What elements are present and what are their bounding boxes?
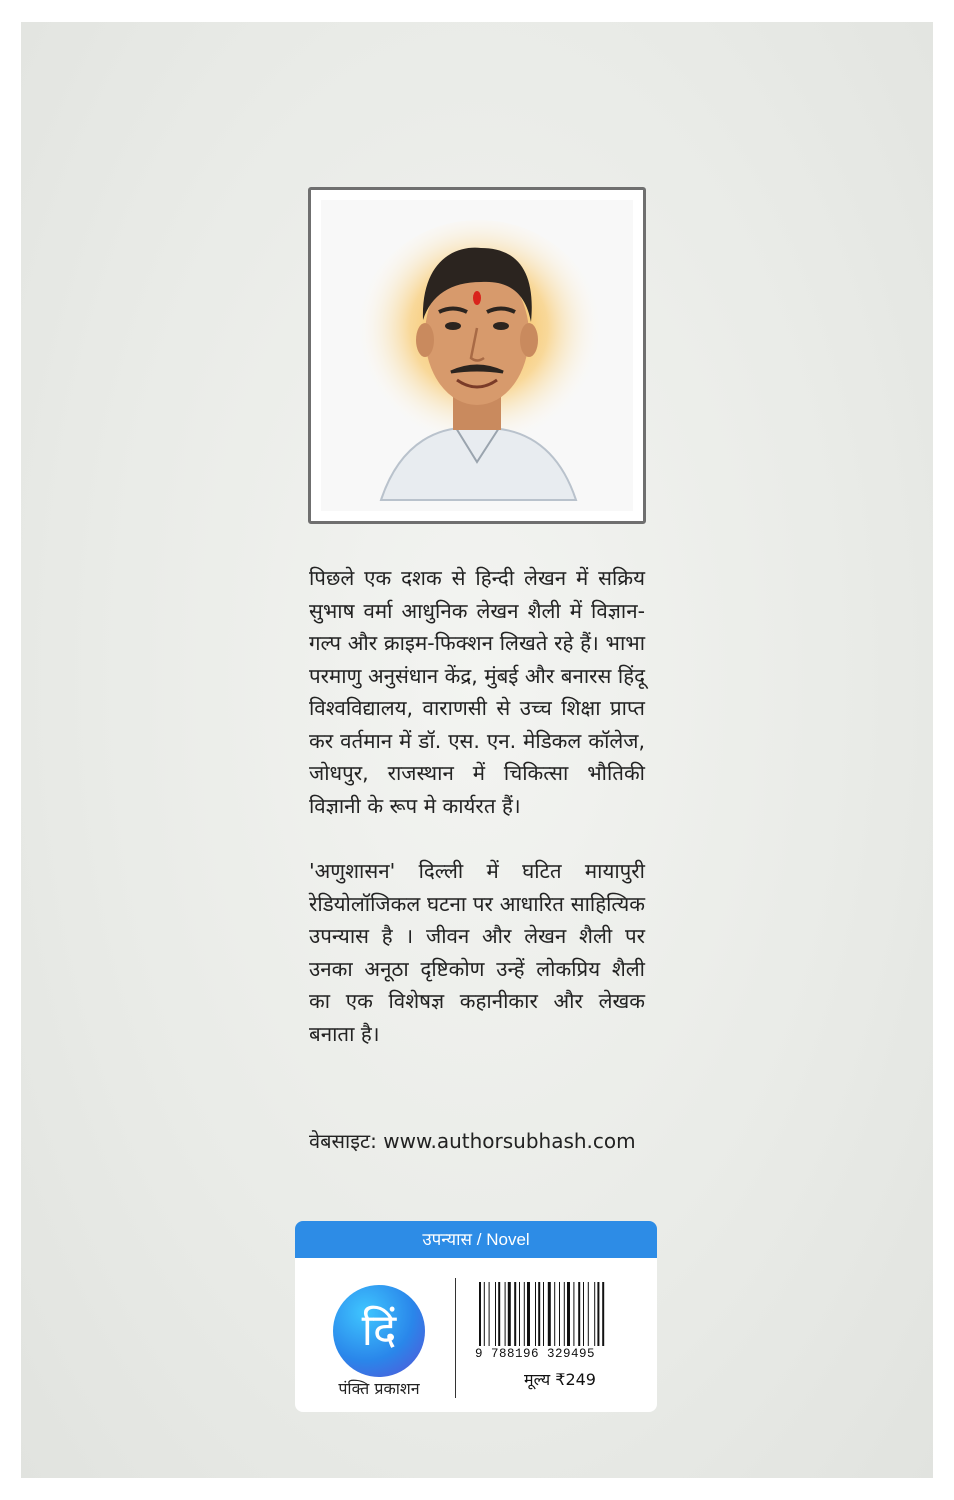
bio-paragraph: 'अणुशासन' दिल्ली में घटित मायापुरी रेडियोलॉजिकल घटना पर आधारित साहित्यिक उपन्यास है । जीवन और लेखन शैली पर उनका अनूठा दृष्टिकोण उन्हें लोकप्रिय शैली का एक विशेषज्ञ कहानीकार और लेखक बनाता है। — [309, 859, 645, 1046]
author-photo — [321, 200, 633, 511]
author-bio — [309, 562, 645, 1083]
price-label: मूल्य ₹249 — [524, 1370, 596, 1389]
back-cover — [21, 22, 933, 1478]
publisher-logo: दिं — [333, 1285, 425, 1377]
publisher-info-box — [295, 1258, 657, 1412]
author-website[interactable]: वेबसाइट: www.authorsubhash.com — [309, 1129, 636, 1153]
author-portrait-illustration — [321, 200, 633, 511]
publisher-name: पंक्ति प्रकाशन — [338, 1379, 420, 1398]
divider — [455, 1278, 456, 1398]
genre-label: उपन्यास / Novel — [295, 1221, 657, 1258]
bio-paragraph: पिछले एक दशक से हिन्दी लेखन में सक्रिय सुभाष वर्मा आधुनिक लेखन शैली में विज्ञान-गल्प और क्राइम-फिक्शन लिखते रहे हैं। भाभा परमाणु अनुसंधान केंद्र, मुंबई और बनारस हिंदू विश्वविद्यालय, वाराणसी से उच्च शिक्षा प्राप्त कर वर्तमान में डॉ. एस. एन. मेडिकल कॉलेज, जोधपुर, राजस्थान में चिकित्सा भौतिकी विज्ञानी के रूप मे कार्यरत हैं। — [309, 566, 645, 818]
isbn-number: 9 788196 329495 — [475, 1347, 596, 1361]
barcode-icon — [479, 1282, 639, 1346]
author-photo-frame — [308, 187, 646, 524]
